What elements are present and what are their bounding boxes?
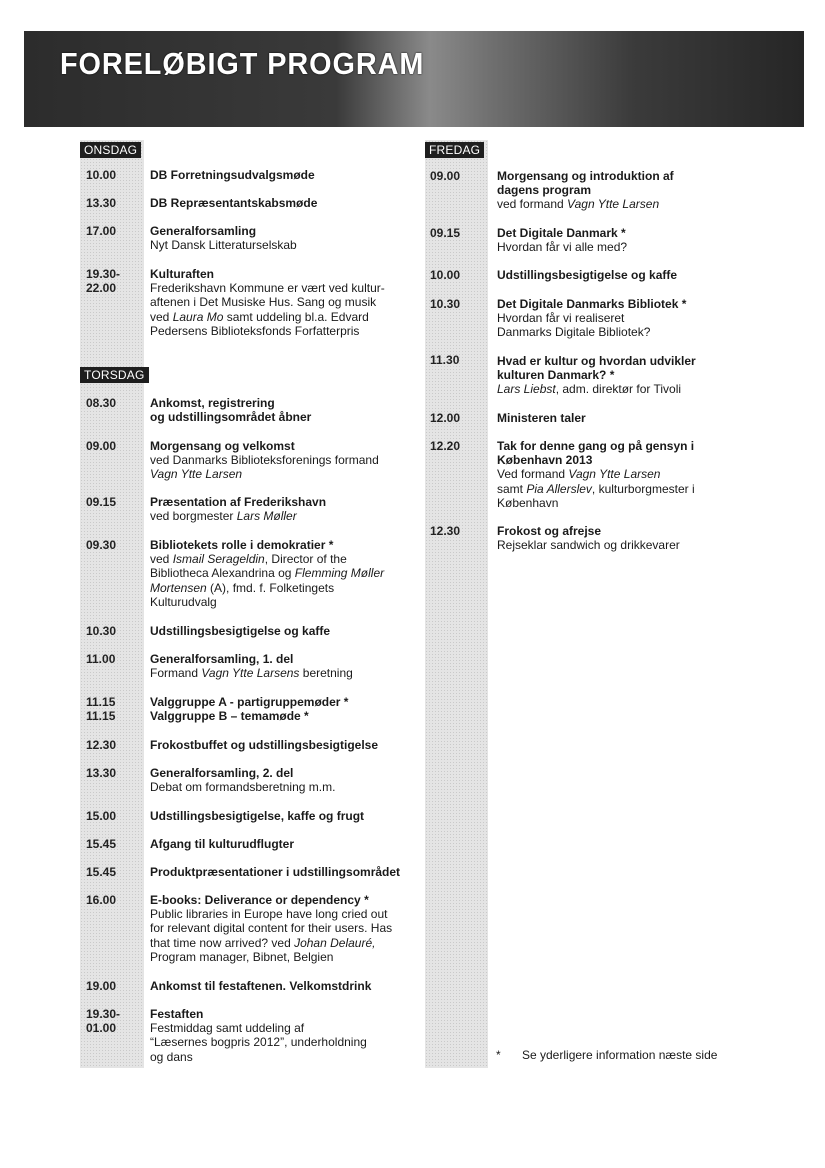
item-title: Ministeren taler [497, 411, 586, 425]
item-description: Mortensen (A), fmd. f. Folketingets [150, 580, 335, 595]
item-title: Morgensang og introduktion af [497, 169, 674, 183]
item-description: Public libraries in Europe have long cried out [150, 907, 388, 922]
program-item [497, 411, 586, 425]
program-item [497, 354, 696, 397]
item-description: Festmiddag samt uddeling af [150, 1021, 305, 1036]
program-item [150, 196, 317, 210]
program-item [150, 224, 297, 252]
item-title: Det Digitale Danmark * [497, 226, 626, 240]
time-slot: 09.15 [86, 495, 117, 509]
time-slot: 12.20 [430, 439, 461, 453]
person-name: Ismail Serageldin [172, 552, 265, 567]
program-item [497, 297, 686, 340]
item-title: Kulturaften [150, 267, 214, 281]
item-description: Program manager, Bibnet, Belgien [150, 949, 334, 964]
item-title: Generalforsamling [150, 224, 257, 238]
person-name: Vagn Ytte Larsen [568, 467, 661, 482]
item-title: dagens program [497, 183, 592, 198]
time-slot: 09.00 [86, 439, 117, 453]
item-title: København 2013 [497, 453, 593, 468]
item-title: Valggruppe A - partigruppemøder * [150, 695, 349, 709]
item-description: Ved formand Vagn Ytte Larsen [497, 467, 661, 482]
program-item [150, 893, 392, 964]
item-title: Ankomst, registrering [150, 396, 275, 410]
time-slot: 11.30 [430, 353, 460, 367]
item-title: Frokostbuffet og udstillingsbesigtigelse [150, 738, 379, 752]
item-description: “Læsernes bogpris 2012”, underholdning [150, 1035, 367, 1050]
item-title: Det Digitale Danmarks Bibliotek * [497, 297, 687, 311]
person-name: Laura Mo [172, 309, 224, 324]
item-title: Frokost og afrejse [497, 524, 602, 538]
time-slot: 19.30- 01.00 [86, 1007, 121, 1035]
day-label-torsdag: TORSDAG [80, 367, 149, 383]
item-description: for relevant digital content for their users. Has [150, 921, 393, 936]
item-title: Præsentation af Frederikshavn [150, 495, 327, 509]
item-title: Valggruppe B – temamøde * [150, 709, 309, 724]
program-item [150, 979, 371, 993]
program-item [150, 837, 294, 851]
item-description: Rejseklar sandwich og drikkevarer [497, 538, 680, 553]
program-item [150, 738, 378, 752]
person-name: Johan Delauré, [294, 935, 376, 950]
item-title: Bibliotekets rolle i demokratier * [150, 538, 334, 552]
time-slot: 10.30 [430, 297, 461, 311]
program-item [150, 865, 400, 879]
program-item [497, 169, 674, 212]
item-description: Formand Vagn Ytte Larsens beretning [150, 666, 353, 681]
time-slot: 15.00 [86, 809, 117, 823]
person-name: Vagn Ytte Larsen [567, 197, 660, 212]
program-item [150, 809, 364, 823]
program-item [150, 439, 379, 482]
item-title: Festaften [150, 1007, 204, 1021]
time-slot: 19.00 [86, 979, 117, 993]
time-slot: 09.15 [430, 226, 461, 240]
time-slot: 10.30 [86, 624, 117, 638]
program-item [497, 268, 677, 282]
program-item [150, 538, 384, 609]
item-description: ved Laura Mo samt uddeling bl.a. Edvard [150, 309, 369, 324]
time-slot: 13.30 [86, 766, 117, 780]
item-description: og dans [150, 1049, 193, 1064]
time-slot: 12.30 [430, 524, 461, 538]
item-title: E-books: Deliverance or dependency * [150, 893, 369, 907]
item-description: aftenen i Det Musiske Hus. Sang og musik [150, 295, 377, 310]
item-title: Hvad er kultur og hvordan udvikler [497, 354, 696, 368]
day-label-fredag: FREDAG [425, 142, 484, 158]
program-item [150, 652, 353, 680]
item-title: Ankomst til festaftenen. Velkomstdrink [150, 979, 372, 993]
program-item [150, 1007, 367, 1064]
time-slot: 08.30 [86, 396, 117, 410]
item-description: Lars Liebst, adm. direktør for Tivoli [497, 382, 682, 397]
item-description: Pedersens Biblioteksfonds Forfatterpris [150, 323, 360, 338]
person-name: Pia Allerslev [526, 481, 592, 496]
item-title: Afgang til kulturudflugter [150, 837, 294, 851]
day-label-onsdag: ONSDAG [80, 142, 141, 158]
person-name: Flemming Møller [294, 566, 385, 581]
time-slot: 19.30- 22.00 [86, 267, 121, 295]
item-description: samt Pia Allerslev, kulturborgmester i [497, 481, 695, 496]
item-description: Kulturudvalg [150, 594, 217, 609]
footnote-star: * [496, 1048, 501, 1062]
item-title: Udstillingsbesigtigelse, kaffe og frugt [150, 809, 365, 823]
program-item [497, 226, 627, 254]
item-description: ved Danmarks Biblioteksforenings formand [150, 453, 379, 468]
time-slot: 11.00 [86, 652, 116, 666]
program-item [150, 495, 326, 523]
item-description: København [497, 495, 559, 510]
footnote [496, 1048, 717, 1062]
item-title: Generalforsamling, 2. del [150, 766, 294, 780]
time-slot: 10.00 [430, 268, 461, 282]
time-slot: 13.30 [86, 196, 117, 210]
time-slot: 11.15 11.15 [86, 695, 116, 723]
program-item [150, 695, 348, 723]
time-slot: 15.45 [86, 865, 117, 879]
time-slot: 12.00 [430, 411, 461, 425]
person-name: Vagn Ytte Larsens [201, 666, 300, 681]
person-name: Lars Møller [236, 509, 297, 524]
program-item [150, 766, 335, 794]
item-title: og udstillingsområdet åbner [150, 410, 312, 425]
item-description: Bibliotheca Alexandrina og Flemming Møller [150, 566, 385, 581]
item-description: ved borgmester Lars Møller [150, 509, 297, 524]
item-title: Generalforsamling, 1. del [150, 652, 294, 666]
program-item [150, 267, 385, 338]
program-item [497, 524, 680, 552]
person-name: Mortensen [150, 580, 207, 595]
item-description: Frederikshavn Kommune er vært ved kultur- [150, 281, 385, 296]
item-description: Danmarks Digitale Bibliotek? [497, 325, 651, 340]
item-title: Morgensang og velkomst [150, 439, 295, 453]
item-title: kulturen Danmark? * [497, 368, 615, 383]
item-title: Produktpræsentationer i udstillingsområdet [150, 865, 401, 879]
program-item [150, 168, 315, 182]
item-description: ved formand Vagn Ytte Larsen [497, 197, 660, 212]
item-title: DB Forretningsudvalgsmøde [150, 168, 315, 182]
item-description: Nyt Dansk Litteraturselskab [150, 238, 297, 253]
time-slot: 12.30 [86, 738, 117, 752]
time-slot: 15.45 [86, 837, 117, 851]
page-title: FORELØBIGT PROGRAM [60, 46, 425, 81]
person-name: Lars Liebst [497, 382, 556, 397]
time-slot: 17.00 [86, 224, 117, 238]
item-description: ved Ismail Serageldin, Director of the [150, 552, 347, 567]
time-slot: 09.00 [430, 169, 461, 183]
program-item [497, 439, 695, 510]
item-title: Udstillingsbesigtigelse og kaffe [150, 624, 331, 638]
time-slot: 10.00 [86, 168, 117, 182]
item-description: Hvordan får vi alle med? [497, 240, 628, 255]
item-description: Hvordan får vi realiseret [497, 311, 625, 326]
footnote-text: Se yderligere information næste side [522, 1048, 718, 1062]
item-description [150, 467, 379, 481]
program-item [150, 624, 330, 638]
time-slot: 09.30 [86, 538, 117, 552]
person-name: Vagn Ytte Larsen [150, 467, 243, 482]
item-description: Debat om formandsberetning m.m. [150, 780, 336, 795]
time-slot: 16.00 [86, 893, 117, 907]
item-title: DB Repræsentantskabsmøde [150, 196, 318, 210]
program-item [150, 396, 311, 424]
item-title: Tak for denne gang og på gensyn i [497, 439, 695, 453]
item-title: Udstillingsbesigtigelse og kaffe [497, 268, 678, 282]
item-description: that time now arrived? ved Johan Delauré, [150, 935, 376, 950]
